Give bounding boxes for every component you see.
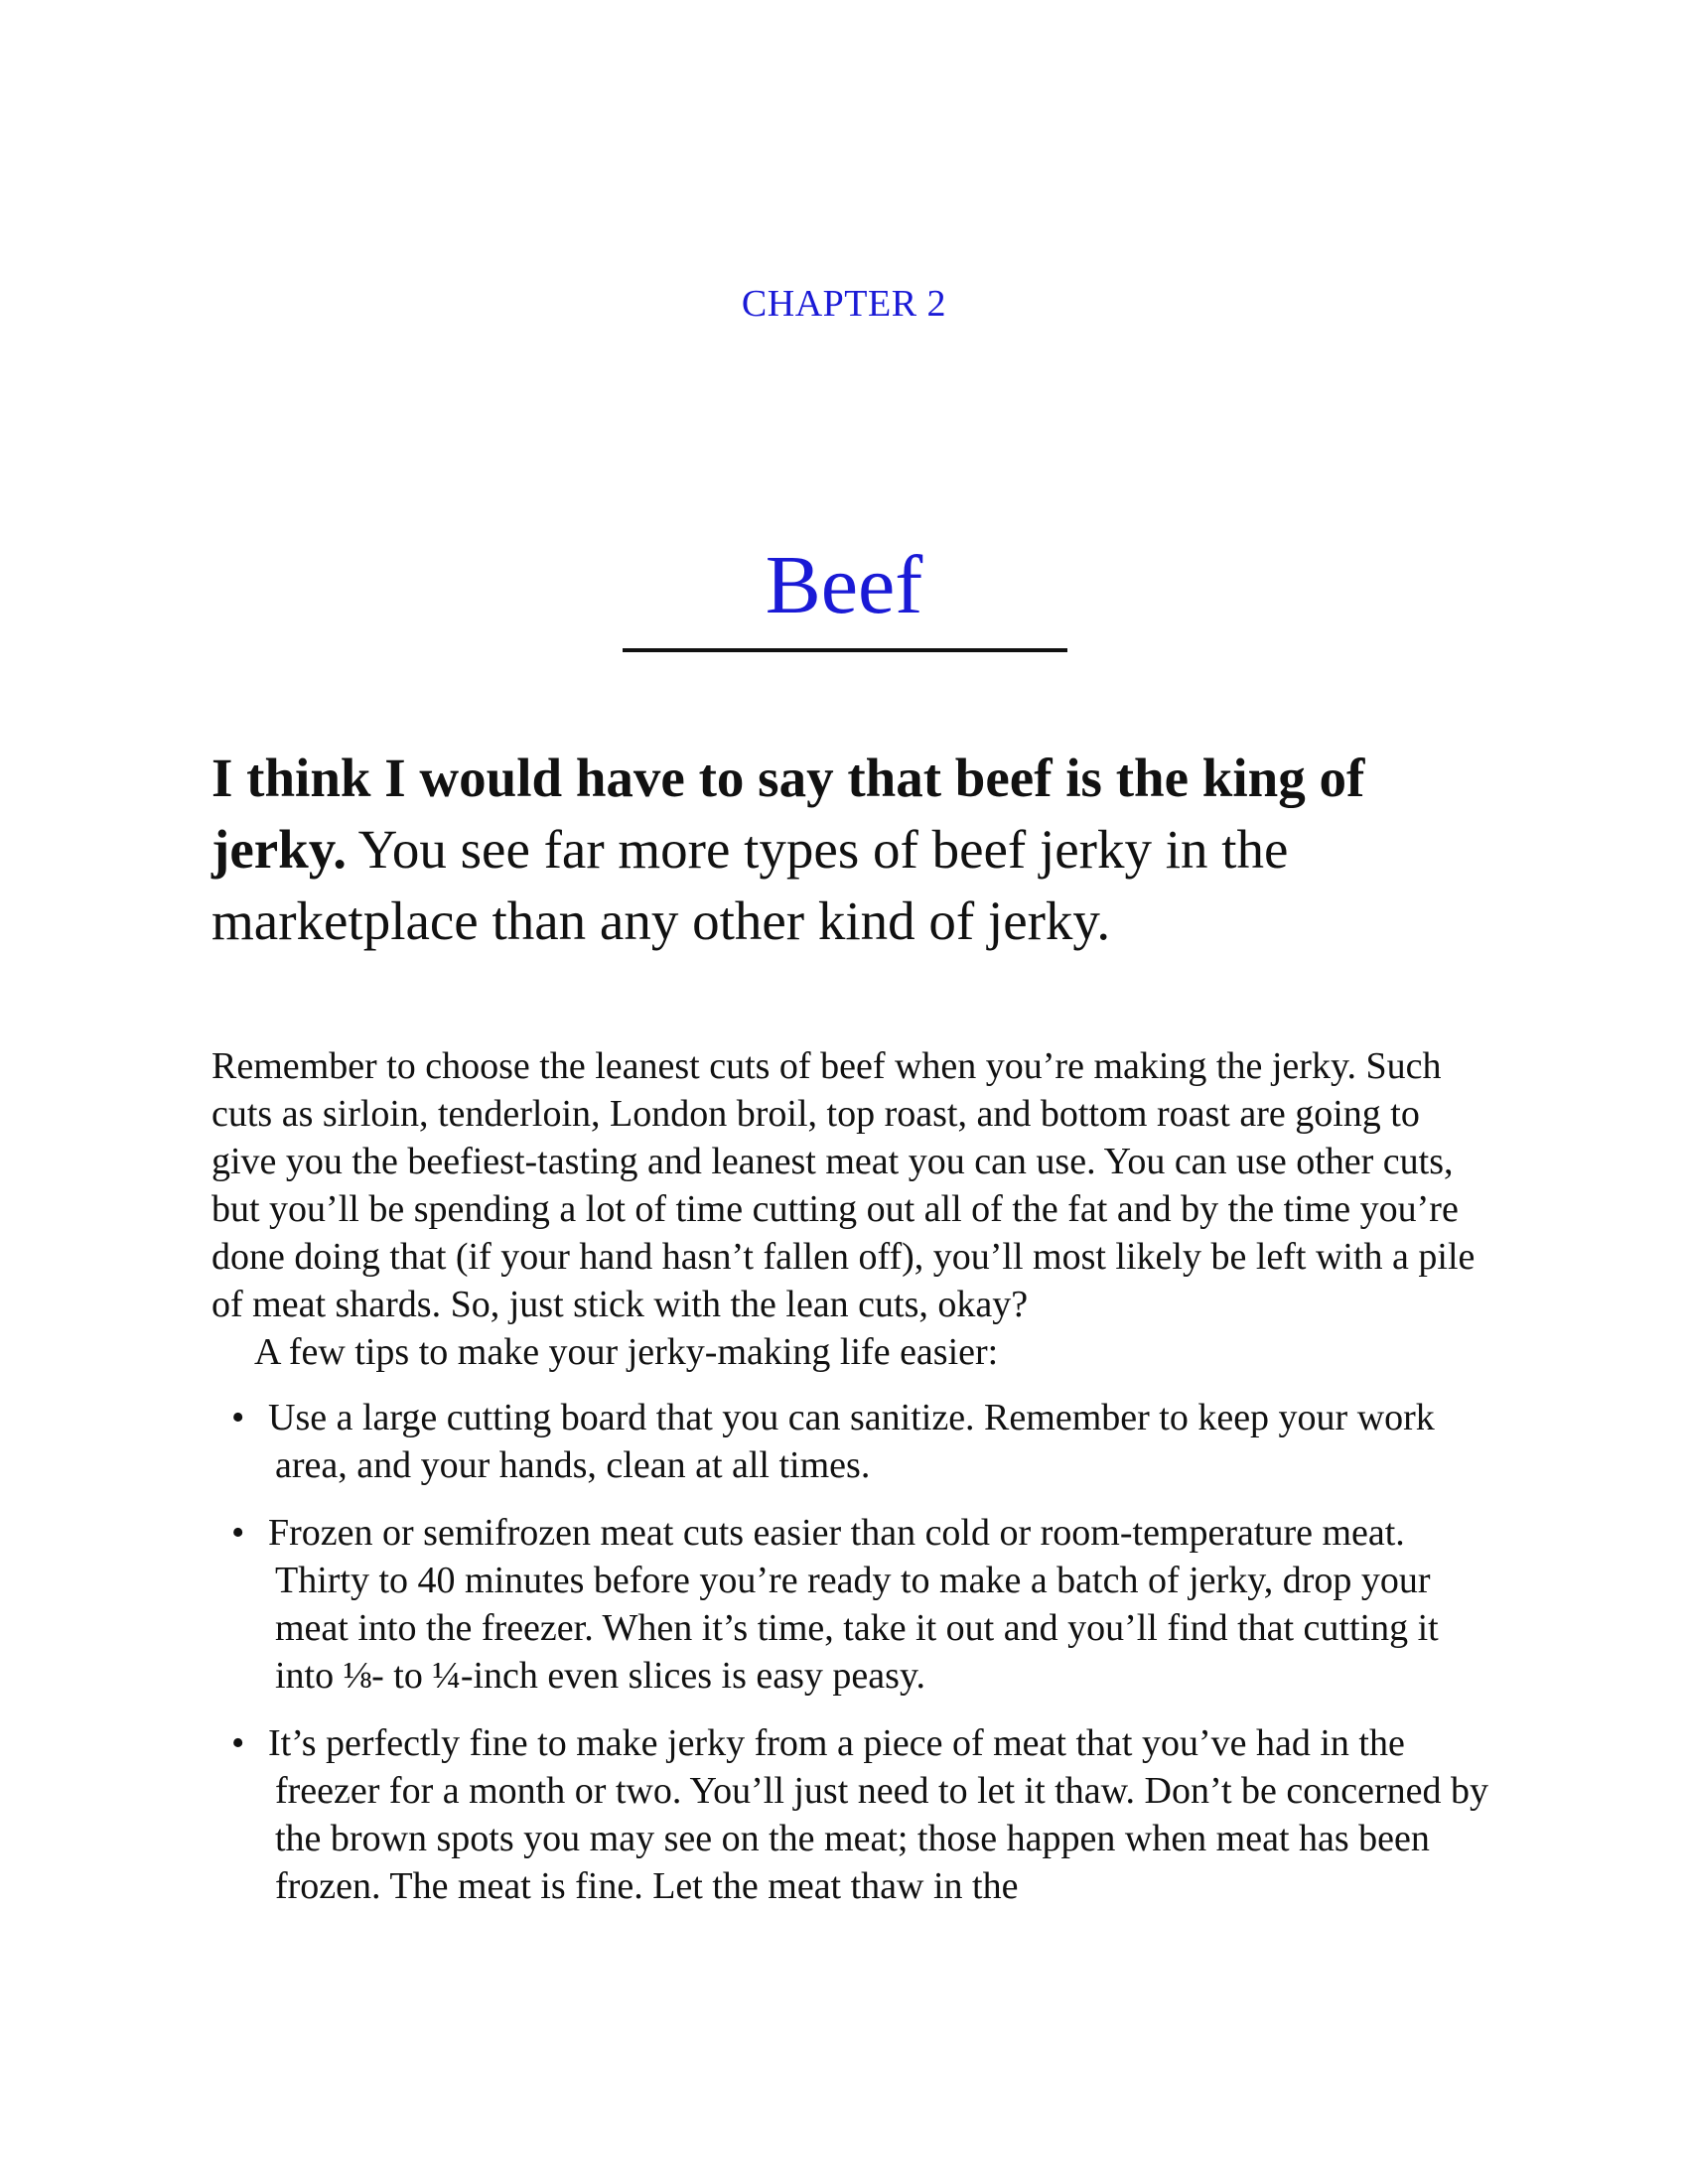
bullet-icon: • [231, 1722, 245, 1764]
body-text [211, 1042, 1492, 1930]
tip-text: Frozen or semifrozen meat cuts easier than cold or room-temperature meat. Thirty to 40 minutes before you’re ready to make a batch of jerky, drop your meat into the freezer. When it’s time, take it out and you’ll find that cutting it into ⅛- to ¼-inch even slices is easy peasy. [268, 1512, 1439, 1697]
list-item [211, 1719, 1492, 1910]
tip-text: It’s perfectly fine to make jerky from a piece of meat that you’ve had in the freezer for a month or two. You’ll just need to let it thaw. Don’t be concerned by the brown spots you may see on the meat; those happen when meat has been frozen. The meat is fine. Let the meat thaw in the [268, 1722, 1489, 1907]
lead-bold-sentence: I think I would have to say that beef is the king of jerky. [211, 748, 1365, 880]
list-item [211, 1394, 1492, 1489]
bullet-icon: • [231, 1512, 245, 1554]
bullet-icon: • [231, 1397, 245, 1438]
title-rule [623, 648, 1067, 652]
tip-text: Use a large cutting board that you can sanitize. Remember to keep your work area, and your hands, clean at all times. [268, 1397, 1435, 1486]
intro-paragraph: Remember to choose the leanest cuts of beef when you’re making the jerky. Such cuts as sirloin, tenderloin, London broil, top roast, and bottom roast are going to give you the beefiest-tasting and leanest meat you can use. You can use other cuts, but you’ll be spending a lot of time cutting out all of the fat and by the time you’re done doing that (if your hand hasn’t fallen off), you’ll most likely be left with a pile of meat shards. So, just stick with the lean cuts, okay? [211, 1045, 1476, 1325]
list-item [211, 1509, 1492, 1700]
chapter-label: CHAPTER 2 [741, 283, 947, 325]
lead-paragraph [211, 743, 1502, 957]
tips-intro: A few tips to make your jerky-making life easier: [254, 1331, 999, 1373]
tips-list [211, 1394, 1492, 1910]
lead-rest: You see far more types of beef jerky in the marketplace than any other kind of jerky. [211, 819, 1289, 951]
chapter-title: Beef [765, 539, 923, 631]
